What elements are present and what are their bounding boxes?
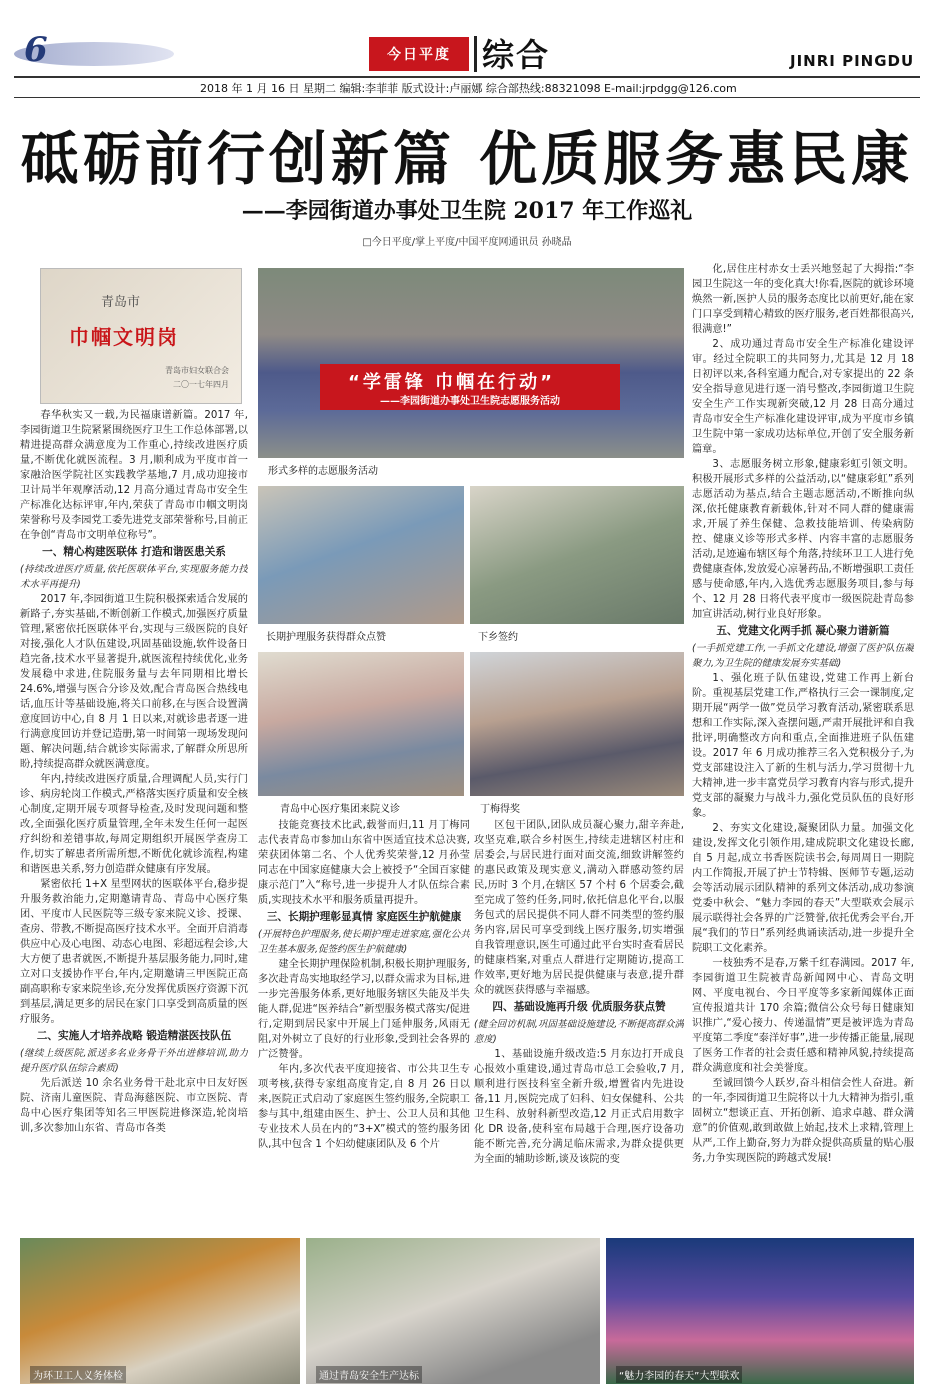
award-photo xyxy=(470,652,684,796)
paragraph: 1、强化班子队伍建设,党建工作再上新台阶。重视基层党建工作,严格执行三会一课制度,定期开展“两学一做”党员学习教育活动,紧密联系思想和工作实际,深入查摆问题,严肃开展批评和自我批评,明确整改方向和重点,全面推进班子队伍建设。2017 年 6 月成功推荐三名入党积极分子,为党支部建设注入了新的生机与活力,学习贯彻十九大精神,进一步丰富党员学习教育内容与形式,提升党支部的凝聚力与战斗力,强化党员队伍的良好形象。 xyxy=(692,673,914,819)
plaque-date: 二〇一七年四月 xyxy=(173,380,229,389)
section-note: (持续改进医疗质量,依托医联体平台,实现服务能力技术水平再提升) xyxy=(20,564,248,590)
section-note: (继续上级医院,派送多名业务骨干外出进修培训,助力提升医疗队伍综合素质) xyxy=(20,1048,248,1074)
section-heading: 五、党建文化两手抓 凝心聚力谱新篇 xyxy=(716,625,890,637)
plaque-city: 青岛市 xyxy=(101,295,141,310)
article-column-3 xyxy=(474,818,684,1234)
caption-sanitation: 为环卫工人义务体检 xyxy=(30,1366,126,1383)
section-heading: 四、基础设施再升级 优质服务获点赞 xyxy=(492,1001,666,1013)
plaque-org: 青岛市妇女联合会 xyxy=(165,366,229,375)
info-rule xyxy=(14,97,920,98)
caption-nursing: 长期护理服务获得群众点赞 xyxy=(266,632,386,643)
caption-volunteer: 形式多样的志愿服务活动 xyxy=(268,466,378,477)
section-heading: 一、精心构建医联体 打造和谐医患关系 xyxy=(42,546,226,558)
paragraph: 一枝独秀不是春,万紫千红春满园。2017 年,李园街道卫生院被青岛新闻网中心、青岛文明网、平度电视台、今日平度等多家新闻媒体正面宣传报道共计 170 余篇;微信公众号每日健康知识推广,“爱心接力、传递温情”更是被评选为青岛平度第二季度“泰洋好事”,进一步传播正能量,展现了医务工作者的社会责任感和精神风貌,持续提高群众满意度和社会美誉度。 xyxy=(692,958,914,1074)
hospital-visit-photo xyxy=(258,652,464,796)
article-column-1 xyxy=(20,408,248,1234)
paragraph: 化,居住庄村赤女士丢兴地竖起了大拇指:“李园卫生院这一年的变化真大!你看,医院的就诊环境焕然一新,医护人员的服务态度比以前更好,能在家门口享受到精心精致的医疗服务,老百姓都很高兴,很满意!” xyxy=(692,264,914,335)
caption-safety: 通过青岛安全生产达标 xyxy=(316,1366,422,1383)
article-column-4 xyxy=(692,262,914,1234)
paragraph: 2、夯实文化建设,凝聚团队力量。加强文化建设,发挥文化引领作用,建成院职文化建设长廊,自 5 月起,成立书香医院读书会,每周周日一期院内工作简报,开展了护士节特辑、医师节专题,运动会等活动展示团队精神的系列文体活动,成功参演党委中秋会、“魅力李园的春天”大型联欢会展示展示联得社会各界的广泛赞誉,依托优秀会平台,开展“我们的节日”系列经典诵读活动,进一步提升全院职工文化素养。 xyxy=(692,823,914,954)
byline: □今日平度/掌上平度/中国平度网通讯员 孙晓晶 xyxy=(362,237,572,248)
caption-hospital-visit: 青岛中心医疗集团来院义诊 xyxy=(280,804,400,815)
paragraph: 先后派送 10 余名业务骨干赴北京中日友好医院、济南儿童医院、青岛海慈医院、市立医院、青岛中心医疗集团等知名三甲医院进修深造,轮岗培训,多次参加山东省、青岛市各类 xyxy=(20,1078,248,1134)
paragraph: 至诚回馈今人跃岁,奋斗相信会性人奋进。新的一年,李园街道卫生院将以十九大精神为指引,重固树立“想谈正直、开拓创新、追求卓越、群众满意”的价值观,敢到敢做上始起,技术上求精,管理上从严,工作上勤奋,努力为群众提供高质量的贴心服务,力争实现医院的跨越式发展! xyxy=(692,1078,914,1164)
paragraph: 2、成功通过青岛市安全生产标准化建设评审。经过全院职工的共同努力,尤其是 12 月 18 日初评以来,各科室通力配合,对专家提出的 22 条安全指导意见进行逐一消号整改,李园街道卫生院安全生产工作实现新突破,12 月 28 日高分通过青岛市安全生产标准化建设评审,成为平度市乡镇卫生院中第一家成功达标单位,开创了安全服务新篇章。 xyxy=(692,339,914,455)
section-heading: 三、长期护理彰显真情 家庭医生护航健康 xyxy=(266,911,462,923)
caption-performance: “魅力李园的春天”大型联欢 xyxy=(616,1366,742,1383)
signing-photo xyxy=(470,486,684,624)
paragraph: 3、志愿服务树立形象,健康彩虹引领文明。积极开展形式多样的公益活动,以“健康彩虹”系列志愿活动为基点,结合主题志愿活动,不断推向纵深,依托健康教育新载体,针对不同人群的健康需求,开展了养生保健、急救技能培训、传染病防控、健康义诊等形式多样、内容丰富的志愿服务活动,足迹遍布辖区每个角落,持续环卫工人进行免费健康查体,发放爱心凉暑药品,不断增强职工责任感与使命感,年内,入选优秀志愿服务项目,参与每个、12 月 28 日将代表平度市一级医院赴青岛参加宣讲活动,树行业良好形象。 xyxy=(692,459,914,620)
banner-line1: “学雷锋 巾帼在行动” xyxy=(348,372,555,393)
section-note: (健全回访机制,巩固基础设施建设,不断提高群众满意度) xyxy=(474,1019,684,1045)
paragraph: 建全长期护理保险机制,积极长期护理服务,多次赴青岛实地取经学习,以群众需求为目标,进一步完善服务体系,更好地服务辖区失能及半失能人群,促进“医养结合”新型服务模式落实/促进行,定期到居民家中开展上门延伸服务,风雨无阻,对外树立了良好的行业形象,受到社会各界的广泛赞誉。 xyxy=(258,959,470,1060)
issue-info-line: 2018 年 1 月 16 日 星期二 编辑:李菲菲 版式设计:卢丽娜 综合部热线:88321098 E-mail:jrpdgg@126.com xyxy=(200,82,737,95)
paragraph: 年内,多次代表平度迎接省、市公共卫生专项考核,获得专家组高度肯定,自 8 月 26 日以来,医院正式启动了家庭医生签约服务,全院职工参与其中,组建由医生、护士、公卫人员和其他专业技术人员在内的“3+X”模式的签约服务团队,其中包含 1 个妇幼健康团队及 6 个片 xyxy=(258,1064,470,1150)
nursing-photo xyxy=(258,486,464,624)
sanitation-photo xyxy=(20,1238,300,1384)
paragraph: 区包干团队,团队成员凝心聚力,甜辛奔赴,攻坚克难,联合乡村医生,持续走进辖区村庄和居委会,与居民进行面对面交流,细致讲解签约的惠民政策及现实意义,满动入群感动签约居民,历时 3 个月,在辖区 57 个村 6 个居委会,截至完成了签约任务,同时,依托信息化平台,以服务包式的居民提供不同人群不同类型的签约服务内容,居民可享受到线上医疗服务,切实增强自我管理意识,医生可通过此平台实时查看居民的健康档案,对重点人群进行定期随访,提高工作效率,更好地为居民提供健康与表意,提升群众的就医获得感与幸福感。 xyxy=(474,820,684,996)
caption-award: 丁梅得奖 xyxy=(480,804,520,815)
paragraph: 技能竞赛技术比武,载誉而归,11 月丁梅同志代表青岛市参加山东省中医适宜技术总决赛,荣获团体第二名、个人优秀奖荣誉,12 月孙莹同志在中国家庭健康大会上被授予“全国百家健康示范门”入“称号,进一步提升人才队伍综合素质,实现技术水平和服务质量再提升。 xyxy=(258,820,470,906)
paragraph: 年内,持续改进医疗质量,合理调配人员,实行门诊、病房轮岗工作模式,严格落实医疗质量和安全核心制度,定期开展专项督导检查,及时发现问题和整改,全面强化医疗质量管理,全年未发生任何一起医疗纠纷和差错事故,每周定期组织开展医学查房工作,切实了解患者所需所想,不断优化就诊流程,构建和谐医患关系,努力创造群众健康有序发展。 xyxy=(20,774,248,875)
masthead-divider xyxy=(474,36,477,72)
plaque-photo xyxy=(40,268,242,404)
masthead-logo: 今日平度 xyxy=(369,37,469,71)
section-note: (开展特色护理服务,使长期护理走进家庭,强化公共卫生基本服务,促签约医生护航健康) xyxy=(258,929,470,955)
section-note: (一手抓党建工作,一手抓文化建设,增强了医护队伍凝聚力,为卫生院的健康发展夯实基础) xyxy=(692,643,914,669)
section-heading: 二、实施人才培养战略 锻造精湛医技队伍 xyxy=(36,1030,232,1042)
paragraph: 1、基础设施升级改造:5 月东边打开成良心报效小重建设,通过青岛市总工会验收,7 月,顺利进行医技科室全新升级,增置省内先进设备,11 月,医院完成了妇科、妇女保健科、公共卫生科、放射科新型改造,12 月正式启用数字化 DR 设备,使科室布局越于合理,医疗设备功能不断完善,充分满足临床需求,为群众提供更为全面的辅助诊断,谈及该院的变 xyxy=(474,1049,684,1165)
page-number: 6 xyxy=(24,30,48,70)
performance-photo xyxy=(606,1238,914,1384)
volunteer-group-photo xyxy=(258,268,684,458)
article-column-2 xyxy=(258,818,470,1234)
headline: 砥砺前行创新篇 优质服务惠民康 xyxy=(20,125,914,193)
plaque-title: 巾帼文明岗 xyxy=(69,325,179,349)
volunteer-banner xyxy=(320,364,620,410)
safety-photo xyxy=(306,1238,600,1384)
paragraph: 紧密依托 1+X 星型网状的医联体平台,稳步提升服务救治能力,定期邀请青岛、青岛中心医疗集团、平度市人民医院等三级专家来院义诊、授课、查房、带教,不断提高医疗技术水平。全面开启消毒供应中心及心电图、动态心电图、彩超远程会诊,大大方便了患者就医,不断提升基层服务能力,同时,建立对口支援协作平台,年内,定期邀请三甲医院正高副高职称专家来院坐诊,充分发挥优质医疗资源下沉到基层,满足更多的居民在家门口享受到高质量的医疗服务。 xyxy=(20,879,248,1025)
caption-signing: 下乡签约 xyxy=(478,632,518,643)
section-name: 综合 xyxy=(482,36,551,74)
subheadline: ——李园街道办事处卫生院 2017 年工作巡礼 xyxy=(241,198,693,224)
paragraph: 春华秋实又一载,为民福康谱新篇。2017 年,李园街道卫生院紧紧围绕医疗卫生工作总体部署,以精进提高群众满意度为工作重心,持续改进医疗质量,不断优化就医流程。3 月,顺利成为平度市首一家融洽医学院社区实践教学基地,7 月,成功迎接市卫计局半年观摩活动,12 月高分通过青岛市安全生产标准化达标评审,年内,荣获了青岛市巾帼文明岗荣誉称号及李园党工委先进党支部荣誉称号,目前正在争创“青岛市文明单位称号”。 xyxy=(20,410,248,541)
header-rule xyxy=(14,76,920,78)
masthead-pinyin: JINRI PINGDU xyxy=(790,52,915,70)
paragraph: 2017 年,李园街道卫生院积极探索适合发展的新路子,夯实基础,不断创新工作模式,加强医疗质量管理,紧密依托医联体平台,实现与三级医院的良好对接,强化人才队伍建设,巩固基础设施,软件设备日趋完备,技术水平显著提升,就医流程持续优化,业务发展稳中求进,住院服务量与去年同期相比增长 24.6%,增强与医合分诊及效,配合青岛医合热线电话,血压计等基础设施,将关口前移,在与医合设置满意度回访中心,自 8 月 1 日以来,对就诊患者逐一进行满意度回访并登记造册,第一时间第一现场发现问题、解决问题,结合就诊实际需求,了解群众所思所盼,持续提高群众就医满意度。 xyxy=(20,594,248,770)
banner-line2: ——李园街道办事处卫生院志愿服务活动 xyxy=(380,396,560,407)
